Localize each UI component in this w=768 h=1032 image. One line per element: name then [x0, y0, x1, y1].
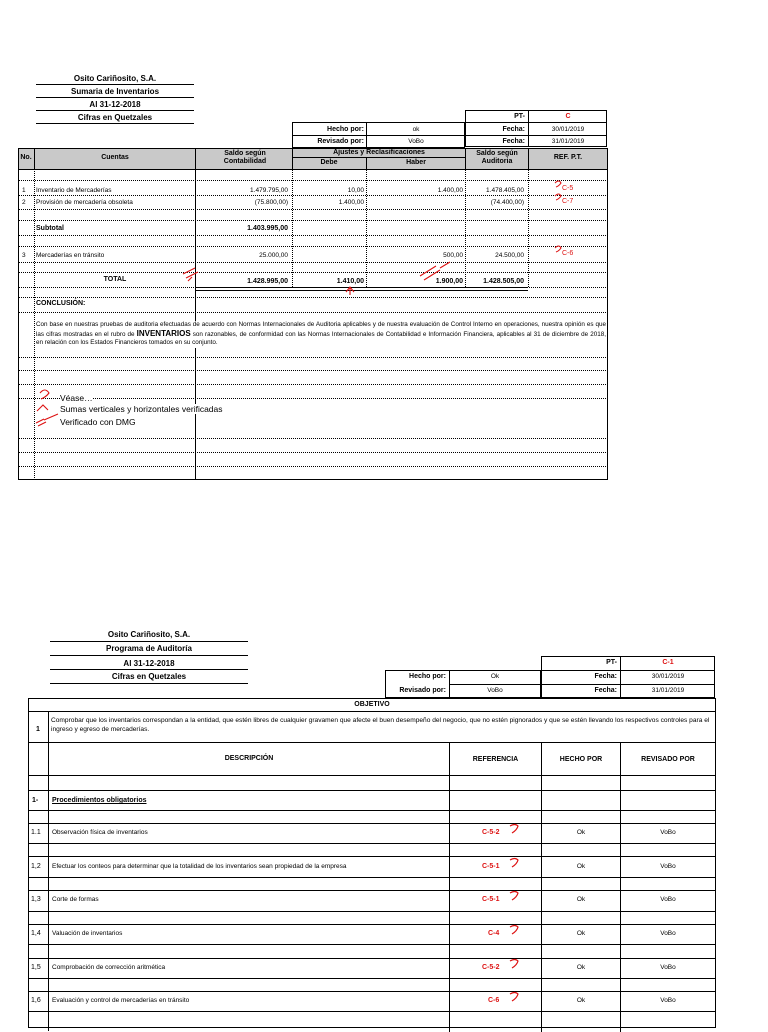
- section-title: Procedimientos obligatorios: [52, 797, 147, 804]
- row1-debe: 10,00: [347, 187, 364, 194]
- objetivo-text: Comprobar que los inventarios correspondan a la entidad, que estén libres de cualquier gravamen que afecte el buen desempeño del negocio, que no estén pignorados y que se estén llevando los respectivos controles para el ingreso y egreso de mercaderías.: [51, 717, 710, 733]
- item-6-hecho: Ok: [576, 997, 586, 1004]
- item-2-no: 1,2: [31, 863, 41, 870]
- row1-audit: 1.478.405,00: [486, 187, 524, 194]
- row2-audit: (74.400,00): [490, 199, 524, 206]
- col-ajustes: Ajustes y Reclasificaciones: [333, 149, 425, 156]
- item-3-ref: C-5-1: [482, 896, 500, 903]
- section-no: 1-: [32, 797, 39, 804]
- row2-no: 2: [22, 199, 26, 206]
- row1-no: 1: [22, 187, 26, 194]
- row1-ref: C-5: [562, 185, 574, 192]
- fecha-value-2: 31/01/2019: [551, 138, 585, 145]
- fecha-label-1: Fecha:: [502, 126, 525, 133]
- hecho-por-label: Hecho por:: [327, 126, 364, 133]
- col-hecho-por: HECHO POR: [559, 756, 603, 763]
- item-4-ref: C-4: [488, 930, 500, 937]
- company-name: Osito Cariñosito, S.A.: [73, 74, 157, 83]
- item-5-ref: C-5-2: [482, 964, 500, 971]
- pt-value: C: [565, 113, 571, 120]
- row3-contab: 25.000,00: [259, 252, 288, 259]
- total-contab: 1.428.995,00: [247, 278, 288, 285]
- item-5-rev: VoBo: [660, 964, 676, 971]
- item-1-rev: VoBo: [660, 829, 676, 836]
- p2-fecha-label-1: Fecha:: [594, 673, 617, 680]
- item-4-desc: Valuación de inventarios: [52, 930, 123, 937]
- item-1-ref: C-5-2: [482, 829, 500, 836]
- row3-ref: C-6: [562, 250, 574, 257]
- item-6-ref: C-6: [488, 997, 500, 1004]
- item-3-desc: Corte de formas: [52, 896, 99, 903]
- item-2-hecho: Ok: [576, 863, 586, 870]
- total-label: TOTAL: [103, 276, 127, 283]
- p2-hecho-por-label: Hecho por:: [409, 673, 446, 680]
- total-debe: 1.410,00: [336, 278, 364, 285]
- p2-fecha-value-1: 30/01/2019: [651, 673, 685, 680]
- row1-contab: 1.479.795,00: [250, 187, 288, 194]
- item-2-ref: C-5-1: [482, 863, 500, 870]
- revisado-por-value: VoBo: [408, 138, 424, 145]
- conclusion-before: Con base en nuestras pruebas de auditoria efectuadas de acuerdo con Normas Internacionales de Auditoria aplicables y de nuestra evaluación de Control Interno en operaciones, nuestra opinión es que las cifras mostradas en el rubro de: [36, 321, 606, 338]
- conclusion-bold: INVENTARIOS: [136, 328, 191, 338]
- row2-cuenta: Provisión de mercadería obsoleta: [36, 199, 133, 206]
- revisado-por-label: Revisado por:: [317, 138, 364, 145]
- item-3-hecho: Ok: [576, 896, 586, 903]
- item-5-no: 1,5: [31, 964, 41, 971]
- sumaria-table: [18, 148, 608, 480]
- total-audit: 1.428.505,00: [483, 278, 524, 285]
- item-4-no: 1,4: [31, 930, 41, 937]
- report-title: Sumaria de Inventarios: [70, 87, 160, 96]
- p2-pt-value: C-1: [662, 659, 674, 666]
- item-6-no: 1,6: [31, 997, 41, 1004]
- conclusion-text: [36, 321, 606, 348]
- item-1-no: 1.1: [31, 829, 41, 836]
- fecha-value-1: 30/01/2019: [551, 126, 585, 133]
- row2-ref: C-7: [562, 198, 574, 205]
- row3-no: 3: [22, 252, 26, 259]
- objetivo-label: OBJETIVO: [354, 701, 390, 708]
- col-no: No.: [20, 154, 32, 161]
- col-referencia: REFERENCIA: [472, 756, 519, 763]
- item-1-desc: Observación física de inventarios: [52, 829, 148, 836]
- col-descripcion: DESCRIPCIÓN: [224, 755, 274, 762]
- p2-fecha-value-2: 31/01/2019: [651, 687, 685, 694]
- item-6-desc: Evaluación y control de mercaderías en tránsito: [52, 997, 190, 1004]
- p2-hecho-por-value: Ok: [490, 673, 500, 680]
- subtotal-label: Subtotal: [36, 225, 64, 232]
- total-haber: 1.900,00: [435, 278, 463, 285]
- row1-haber: 1.400,00: [437, 187, 463, 194]
- conclusion-after: son razonables, de conformidad con las Normas Internacionales de Contabilidad e Información Financiera, aplicables al 31 de diciembre de 2018, en relación con los Estados Financieros tomados en su conjunto.: [36, 330, 607, 346]
- item-5-hecho: Ok: [576, 964, 586, 971]
- fecha-label-2: Fecha:: [502, 138, 525, 145]
- col-revisado-por: REVISADO POR: [641, 756, 695, 763]
- legend-sumas: Sumas verticales y horizontales verificadas: [60, 404, 223, 414]
- legend-dmg: Verificado con DMG: [60, 417, 136, 427]
- row2-debe: 1.400,00: [338, 199, 364, 206]
- col-saldo-contab: Saldo según Contabilidad: [223, 150, 267, 165]
- row3-audit: 24.500,00: [495, 252, 524, 259]
- p2-report-date: Al 31-12-2018: [123, 659, 175, 668]
- row1-cuenta: Inventario de Mercaderías: [36, 187, 112, 194]
- pt-label: PT-: [514, 113, 525, 120]
- p2-pt-label: PT-: [606, 659, 617, 666]
- p2-fecha-label-2: Fecha:: [594, 687, 617, 694]
- item-5-desc: Comprobación de corrección aritmética: [52, 964, 166, 971]
- currency-note: Cifras en Quetzales: [77, 113, 153, 122]
- subtotal-value: 1.403.995,00: [247, 225, 288, 232]
- legend-vease: Véase…: [60, 393, 93, 403]
- item-2-rev: VoBo: [660, 863, 676, 870]
- row3-cuenta: Mercaderías en tránsito: [36, 252, 105, 259]
- hecho-por-value: ok: [412, 126, 420, 133]
- p2-report-title: Programa de Auditoría: [106, 644, 192, 653]
- col-saldo-audit: Saldo según Auditoria: [476, 150, 518, 165]
- item-3-no: 1,3: [31, 896, 41, 903]
- objetivo-no: 1: [36, 726, 40, 733]
- item-4-hecho: Ok: [576, 930, 586, 937]
- col-debe: Debe: [320, 159, 338, 166]
- p2-company-name: Osito Cariñosito, S.A.: [107, 630, 191, 639]
- p2-currency-note: Cifras en Quetzales: [111, 672, 187, 681]
- item-2-desc: Efectuar los conteos para determinar que la totalidad de los inventarios sean propiedad de la empresa: [52, 863, 347, 870]
- item-4-rev: VoBo: [660, 930, 676, 937]
- row2-contab: (75.800,00): [254, 199, 288, 206]
- col-haber: Haber: [406, 159, 426, 166]
- p2-revisado-por-value: VoBo: [487, 687, 503, 694]
- report-date: Al 31-12-2018: [89, 100, 141, 109]
- row3-haber: 500,00: [443, 252, 463, 259]
- col-ref: REF. P.T.: [553, 154, 583, 161]
- p2-revisado-por-label: Revisado por:: [399, 687, 446, 694]
- item-3-rev: VoBo: [660, 896, 676, 903]
- col-cuentas: Cuentas: [101, 154, 129, 161]
- conclusion-label: CONCLUSIÓN:: [36, 300, 86, 307]
- item-6-rev: VoBo: [660, 997, 676, 1004]
- item-1-hecho: Ok: [576, 829, 586, 836]
